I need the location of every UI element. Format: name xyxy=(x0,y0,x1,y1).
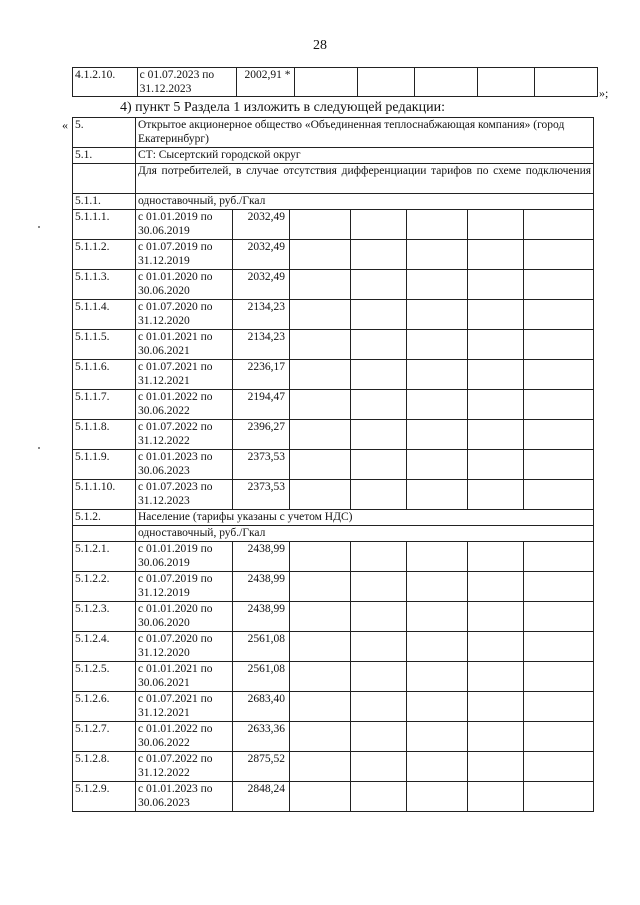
empty-cell xyxy=(351,782,407,812)
empty-cell xyxy=(290,722,351,752)
empty-cell xyxy=(290,480,351,510)
closing-quote: »; xyxy=(599,86,609,100)
row-code: 5.1.1.10. xyxy=(73,480,136,510)
row-value: 2236,17 xyxy=(233,360,290,390)
page-number: 28 xyxy=(313,38,327,53)
empty-cell xyxy=(407,390,468,420)
row-code: 5.1. xyxy=(73,148,136,164)
empty-cell xyxy=(524,300,594,330)
row-title: одноставочный, руб./Гкал xyxy=(136,526,594,542)
empty-cell xyxy=(351,390,407,420)
table-row xyxy=(73,480,594,510)
table-row xyxy=(73,632,594,662)
empty-cell xyxy=(468,662,524,692)
empty-cell xyxy=(524,662,594,692)
empty-cell xyxy=(351,270,407,300)
empty-cell xyxy=(407,542,468,572)
row-value: 2032,49 xyxy=(233,270,290,300)
empty-cell xyxy=(468,420,524,450)
empty-cell xyxy=(351,300,407,330)
empty-cell xyxy=(351,420,407,450)
row-value: 2032,49 xyxy=(233,240,290,270)
empty-cell xyxy=(351,210,407,240)
empty-cell xyxy=(290,542,351,572)
empty-cell xyxy=(468,752,524,782)
empty-cell xyxy=(290,450,351,480)
row-value: 2396,27 xyxy=(233,420,290,450)
empty-cell xyxy=(407,602,468,632)
empty-cell xyxy=(468,572,524,602)
row-period: с 01.07.2019 по 31.12.2019 xyxy=(136,572,233,602)
empty-cell xyxy=(290,240,351,270)
empty-cell xyxy=(468,390,524,420)
empty-cell xyxy=(524,542,594,572)
row-period: с 01.01.2023 по 30.06.2023 xyxy=(136,450,233,480)
row-period: с 01.07.2021 по 31.12.2021 xyxy=(136,692,233,722)
empty-cell xyxy=(351,480,407,510)
row-period: с 01.01.2020 по 30.06.2020 xyxy=(136,602,233,632)
table-row xyxy=(73,300,594,330)
empty-cell xyxy=(524,572,594,602)
empty-cell xyxy=(524,632,594,662)
empty-cell xyxy=(351,722,407,752)
opening-quote: « xyxy=(62,118,68,132)
row-code: 5.1.1.1. xyxy=(73,210,136,240)
empty-cell xyxy=(524,752,594,782)
row-period: с 01.01.2023 по 30.06.2023 xyxy=(136,782,233,812)
table-row xyxy=(73,692,594,722)
row-value: 2134,23 xyxy=(233,330,290,360)
table-row xyxy=(73,194,594,210)
empty-cell xyxy=(524,240,594,270)
empty-cell xyxy=(290,420,351,450)
row-code: 5.1.1.6. xyxy=(73,360,136,390)
empty-cell xyxy=(468,450,524,480)
row-code: 5.1.2.5. xyxy=(73,662,136,692)
empty-cell xyxy=(524,270,594,300)
row-value: 2194,47 xyxy=(233,390,290,420)
row-code: 5.1.1.4. xyxy=(73,300,136,330)
row-period: с 01.07.2021 по 31.12.2021 xyxy=(136,360,233,390)
table-row xyxy=(73,542,594,572)
table-row xyxy=(73,118,594,148)
row-value: 2561,08 xyxy=(233,632,290,662)
empty-cell xyxy=(468,782,524,812)
row-title: Население (тарифы указаны с учетом НДС) xyxy=(136,510,594,526)
empty-cell xyxy=(524,390,594,420)
empty-cell xyxy=(407,450,468,480)
empty-cell xyxy=(351,542,407,572)
amendment-caption: 4) пункт 5 Раздела 1 изложить в следующей редакции: xyxy=(120,100,445,115)
row-code xyxy=(73,164,136,194)
row-period: с 01.07.2023 по 31.12.2023 xyxy=(137,68,236,97)
empty-cell xyxy=(290,752,351,782)
empty-cell xyxy=(351,450,407,480)
row-code: 5.1.1. xyxy=(73,194,136,210)
empty-cell xyxy=(524,450,594,480)
row-period: с 01.07.2019 по 31.12.2019 xyxy=(136,240,233,270)
empty-cell xyxy=(407,662,468,692)
row-value: 2438,99 xyxy=(233,572,290,602)
row-code xyxy=(73,526,136,542)
row-code: 5.1.2.3. xyxy=(73,602,136,632)
scan-speck xyxy=(38,226,40,228)
empty-cell xyxy=(468,240,524,270)
empty-cell xyxy=(524,782,594,812)
row-value: 2002,91 * xyxy=(237,68,295,97)
empty-cell xyxy=(468,542,524,572)
row-code: 5.1.1.9. xyxy=(73,450,136,480)
row-period: с 01.01.2019 по 30.06.2019 xyxy=(136,542,233,572)
row-value: 2875,52 xyxy=(233,752,290,782)
row-title: Открытое акционерное общество «Объединенная теплоснабжающая компания» (город Екатеринбург) xyxy=(136,118,594,148)
empty-cell xyxy=(468,300,524,330)
row-value: 2032,49 xyxy=(233,210,290,240)
row-value: 2438,99 xyxy=(233,542,290,572)
table-row xyxy=(73,420,594,450)
empty-cell xyxy=(290,572,351,602)
scan-speck xyxy=(38,447,40,449)
empty-cell xyxy=(468,632,524,662)
empty-cell xyxy=(468,722,524,752)
empty-cell xyxy=(351,240,407,270)
empty-cell xyxy=(351,330,407,360)
row-value: 2438,99 xyxy=(233,602,290,632)
row-value: 2373,53 xyxy=(233,480,290,510)
row-period: с 01.07.2020 по 31.12.2020 xyxy=(136,632,233,662)
table-row xyxy=(73,662,594,692)
row-code: 5.1.2.7. xyxy=(73,722,136,752)
row-period: с 01.01.2022 по 30.06.2022 xyxy=(136,722,233,752)
row-value: 2373,53 xyxy=(233,450,290,480)
empty-cell xyxy=(290,692,351,722)
empty-cell xyxy=(407,240,468,270)
table-row xyxy=(73,210,594,240)
row-value: 2848,24 xyxy=(233,782,290,812)
empty-cell xyxy=(407,480,468,510)
row-value: 2134,23 xyxy=(233,300,290,330)
row-period: с 01.07.2022 по 31.12.2022 xyxy=(136,752,233,782)
empty-cell xyxy=(468,330,524,360)
table-row xyxy=(73,602,594,632)
previous-table-tail xyxy=(72,67,598,97)
empty-cell xyxy=(290,210,351,240)
empty-cell xyxy=(407,360,468,390)
row-code: 5.1.2.6. xyxy=(73,692,136,722)
empty-cell xyxy=(407,752,468,782)
empty-cell xyxy=(524,360,594,390)
empty-cell xyxy=(407,722,468,752)
row-code: 5.1.2.4. xyxy=(73,632,136,662)
row-code: 5.1.2.1. xyxy=(73,542,136,572)
row-period: с 01.07.2020 по 31.12.2020 xyxy=(136,300,233,330)
empty-cell xyxy=(351,602,407,632)
empty-cell xyxy=(290,330,351,360)
row-value: 2683,40 xyxy=(233,692,290,722)
empty-cell xyxy=(290,662,351,692)
empty-cell xyxy=(290,300,351,330)
row-period: с 01.07.2023 по 31.12.2023 xyxy=(136,480,233,510)
empty-cell xyxy=(351,632,407,662)
empty-cell xyxy=(524,210,594,240)
row-code: 5.1.1.2. xyxy=(73,240,136,270)
table-row xyxy=(73,510,594,526)
table-row xyxy=(73,526,594,542)
table-row xyxy=(73,68,598,97)
row-code: 5.1.2.8. xyxy=(73,752,136,782)
empty-cell xyxy=(407,210,468,240)
table-row xyxy=(73,572,594,602)
table-row xyxy=(73,722,594,752)
table-row xyxy=(73,148,594,164)
row-value: 2633,36 xyxy=(233,722,290,752)
row-code: 5.1.1.3. xyxy=(73,270,136,300)
table-row xyxy=(73,752,594,782)
empty-cell xyxy=(351,360,407,390)
table-row xyxy=(73,270,594,300)
empty-cell xyxy=(351,752,407,782)
row-value: 2561,08 xyxy=(233,662,290,692)
empty-cell xyxy=(407,420,468,450)
row-code: 5.1.1.7. xyxy=(73,390,136,420)
empty-cell xyxy=(290,632,351,662)
empty-cell xyxy=(468,602,524,632)
empty-cell xyxy=(407,330,468,360)
row-period: с 01.07.2022 по 31.12.2022 xyxy=(136,420,233,450)
empty-cell xyxy=(290,390,351,420)
row-code: 5.1.2. xyxy=(73,510,136,526)
table-row xyxy=(73,450,594,480)
empty-cell xyxy=(524,420,594,450)
empty-cell xyxy=(290,602,351,632)
row-period: с 01.01.2021 по 30.06.2021 xyxy=(136,662,233,692)
row-code: 5.1.2.2. xyxy=(73,572,136,602)
empty-cell xyxy=(351,662,407,692)
row-period: с 01.01.2019 по 30.06.2019 xyxy=(136,210,233,240)
row-code: 5.1.1.8. xyxy=(73,420,136,450)
empty-cell xyxy=(407,632,468,662)
row-code: 5. xyxy=(73,118,136,148)
table-row xyxy=(73,240,594,270)
empty-cell xyxy=(524,480,594,510)
row-title: одноставочный, руб./Гкал xyxy=(136,194,594,210)
table-row xyxy=(73,360,594,390)
row-code: 5.1.2.9. xyxy=(73,782,136,812)
row-period: с 01.01.2020 по 30.06.2020 xyxy=(136,270,233,300)
empty-cell xyxy=(468,480,524,510)
empty-cell xyxy=(468,692,524,722)
empty-cell xyxy=(407,300,468,330)
empty-cell xyxy=(290,270,351,300)
row-title: СТ: Сысертский городской округ xyxy=(136,148,594,164)
empty-cell xyxy=(468,210,524,240)
row-period: с 01.01.2021 по 30.06.2021 xyxy=(136,330,233,360)
table-row xyxy=(73,782,594,812)
empty-cell xyxy=(407,692,468,722)
row-code: 4.1.2.10. xyxy=(73,68,138,97)
empty-cell xyxy=(407,782,468,812)
empty-cell xyxy=(524,330,594,360)
empty-cell xyxy=(407,572,468,602)
row-title: Для потребителей, в случае отсутствия дифференциации тарифов по схеме подключения xyxy=(136,164,594,194)
table-row xyxy=(73,330,594,360)
row-period: с 01.01.2022 по 30.06.2022 xyxy=(136,390,233,420)
empty-cell xyxy=(468,270,524,300)
empty-cell xyxy=(524,722,594,752)
empty-cell xyxy=(290,782,351,812)
empty-cell xyxy=(468,360,524,390)
tariff-table xyxy=(72,117,594,812)
table-row xyxy=(73,390,594,420)
empty-cell xyxy=(351,692,407,722)
empty-cell xyxy=(524,692,594,722)
empty-cell xyxy=(290,360,351,390)
table-row xyxy=(73,164,594,194)
empty-cell xyxy=(407,270,468,300)
row-code: 5.1.1.5. xyxy=(73,330,136,360)
empty-cell xyxy=(351,572,407,602)
empty-cell xyxy=(524,602,594,632)
